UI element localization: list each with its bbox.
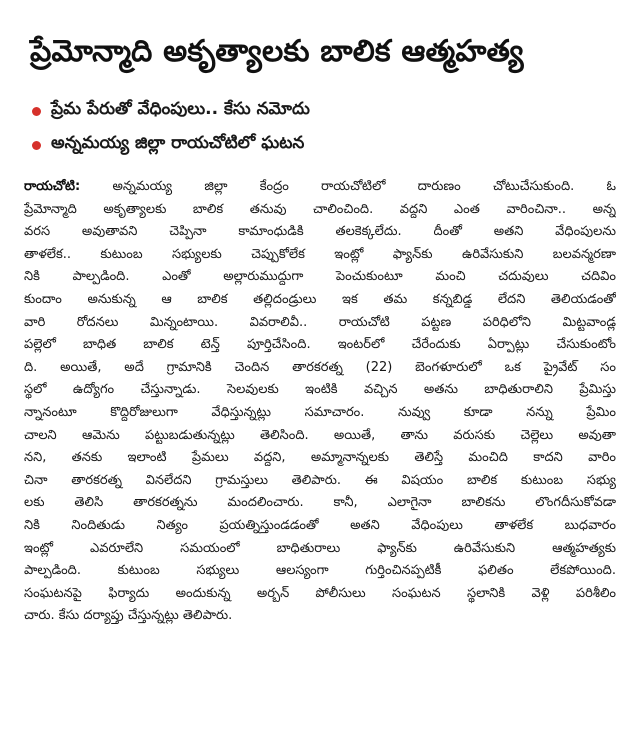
article-body	[24, 176, 620, 628]
bullet-dot-icon	[32, 141, 41, 150]
article-line: చారు. కేసు దర్యాప్తు చేస్తున్నట్లు తెలిపారు.	[24, 608, 233, 624]
bullet-dot-icon	[32, 107, 41, 116]
article-line: ఇంట్లో ఎవరూలేని సమయంలో బాధితురాలు ఫ్యాన్‌కు ఉరివేసుకుని ఆత్మహత్యకు	[24, 540, 616, 556]
headline: ప్రేమోన్మాది అకృత్యాలకు బాలిక ఆత్మహత్య	[30, 34, 524, 69]
article-line: కుందాం అనుకున్న ఆ బాలిక తల్లిదండ్రులు ఇక తమ కన్నబిడ్డ లేదని తెలియడంతో	[24, 291, 616, 307]
article-line: వరస అవుతావని చెప్పినా కామాంధుడికి తలకెక్కలేదు. దీంతో అతని వేధింపులను	[24, 224, 616, 240]
article-line: వారి రోదనలు మిన్నంటాయి. వివరాలివీ.. రాయచోటి పట్టణ పరిధిలోని మిట్టవాండ్ల	[24, 314, 616, 330]
article-line: సంఘటనపై ఫిర్యాదు అందుకున్న అర్బన్ పోలీసులు సంఘటన స్థలానికి వెళ్లి పరిశీలిం	[24, 585, 616, 601]
sub-headline-1	[32, 94, 620, 128]
sub-headline-text: అన్నమయ్య జిల్లా రాయచోటిలో ఘటన	[51, 133, 305, 153]
article-line: రాయచోటి: అన్నమయ్య జిల్లా కేంద్రం రాయచోటిలో దారుణం చోటుచేసుకుంది. ఓ	[24, 179, 616, 194]
sub-headline-text: ప్రేమ పేరుతో వేధింపులు.. కేసు నమోదు	[51, 99, 310, 119]
article-line: స్థలో ఉద్యోగం చేస్తున్నాడు. సెలవులకు ఇంటికి వచ్చిన అతను బాధితురాలిని ప్రేమిస్తు	[24, 382, 616, 398]
article-line: పల్లెలో బాధిత బాలిక టెన్త్ పూర్తిచేసింది. ఇంటర్‌లో చేరేందుకు ఏర్పాట్లు చేసుకుంటోం	[24, 337, 616, 353]
article-line: లకు తెలిసి తారకరత్నను మందలించారు. కానీ, ఎలాగైనా బాలికను లొంగదీసుకోవడా	[24, 495, 616, 511]
sub-headline-2	[32, 128, 620, 162]
article-line: ప్రేమోన్మాది అకృత్యాలకు బాలిక తనువు చాలించింది. వద్దని ఎంత వారించినా.. అన్న	[24, 201, 616, 217]
article-line: ది. అయితే, అదే గ్రామానికి చెందిన తారకరత్న (22) బెంగళూరులో ఒక ప్రైవేట్ సం	[24, 359, 616, 375]
article-line: నికి నిందితుడు నిత్యం ప్రయత్నిస్తుండడంతో అతని వేధింపులు తాళలేక బుధవారం	[24, 517, 616, 533]
article-line: పాల్పడింది. కుటుంబ సభ్యులు ఆలస్యంగా గుర్తించినప్పటికీ ఫలితం లేకపోయింది.	[24, 563, 616, 579]
article-line: తాళలేక.. కుటుంబ సభ్యులకు చెప్పుకోలేక ఇంట్లో ఫ్యాన్‌కు ఉరివేసుకుని బలవన్మరణా	[24, 246, 616, 262]
article-line: న్నానంటూ కొద్దిరోజులుగా వేధిస్తున్నట్లు సమాచారం. నువ్వు కూడా నన్ను ప్రేమిం	[24, 404, 616, 420]
dateline: రాయచోటి:	[24, 179, 81, 194]
article-line: నని, తనకు ఇలాంటి ప్రేమలు వద్దని, అమ్మానాన్నలకు తెలిస్తే మంచిది కాదని వారిం	[24, 450, 616, 466]
article-line: చినా తారకరత్న వినలేదని గ్రామస్తులు తెలిపారు. ఈ విషయం బాలిక కుటుంబ సభ్యు	[24, 472, 616, 488]
article-line: నికి పాల్పడింది. ఎంతో అల్లారుముద్దుగా పెంచుకుంటూ మంచి చదువులు చదివిం	[24, 269, 616, 285]
sub-headlines	[32, 94, 620, 162]
article-line: చాలని ఆమెను పట్టుబడుతున్నట్లు తెలిసింది. అయితే, తాను వరుసకు చెల్లెలు అవుతా	[24, 427, 616, 443]
